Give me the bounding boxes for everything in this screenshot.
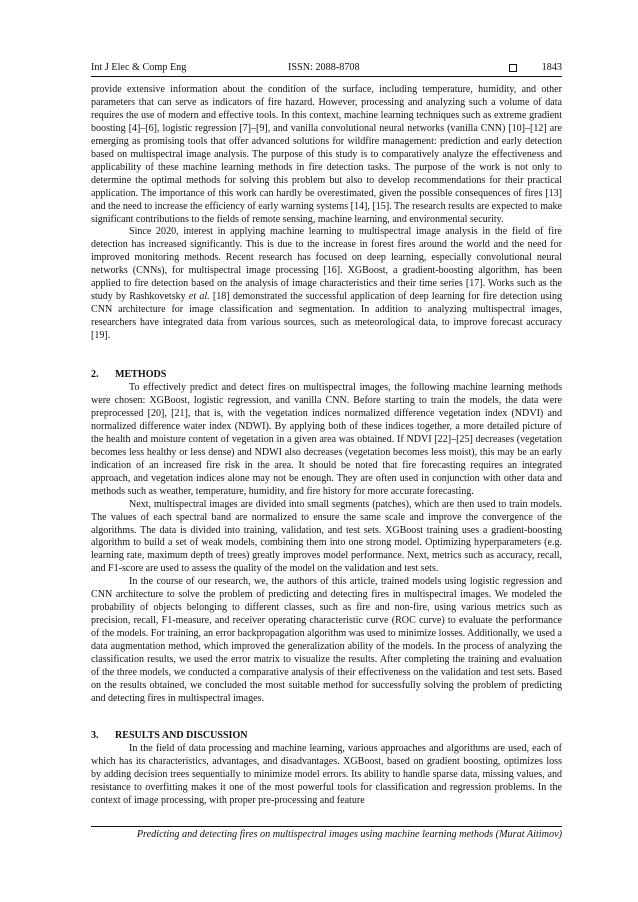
spacer — [91, 706, 562, 730]
section-2-heading — [91, 369, 562, 382]
methods-paragraph-2: Next, multispectral images are divided into small segments (patches), which are then used to train models. The values of each spectral band are normalized to ensure the same scale and improve the convergence of the algorithms. The data is divided into training, validation, and test sets. XGBoost training uses a gradient-boosting algorithm to build a set of weak models, combining them into one strong model. Optimizing hyperparameters (e.g. learning rate, maximum depth of trees) greatly improves model performance. Next, metrics such as accuracy, recall, and F1-score are used to assess the quality of the model on the validation and test sets. — [91, 498, 562, 575]
intro-p2-text-b: [18] demonstrated the successful application of deep learning for fire detection using CNN architecture for image classification and segmentation. In addition to analyzing multispectral images, researchers have integrated data from various sources, such as meteorological data, to improve forecast accuracy [19]. — [91, 291, 562, 342]
intro-p2-etal: et al. — [188, 291, 210, 303]
intro-p2-text-a: Since 2020, interest in applying machine learning to multispectral image analysis in the field of fire detection has increased significantly. This is due to the increase in forest fires around the world and the need for improved monitoring methods. Recent research has focused on deep learning, especially convolutional neural networks (CNNs), for multispectral image processing [16]. XGBoost, a gradient-boosting algorithm, has been applied to fire detection based on the analysis of image characteristics and their time series [17]. Works such as the study by Rashkovetsky — [91, 226, 562, 303]
issn: ISSN: 2088-8708 — [288, 62, 360, 73]
footer-rule — [91, 826, 562, 827]
header-rule — [91, 76, 562, 77]
checkbox-square-icon — [509, 64, 517, 72]
running-footer: Predicting and detecting fires on multispectral images using machine learning methods (Murat Aitimov) — [136, 829, 562, 840]
intro-paragraph-1: provide extensive information about the condition of the surface, including temperature, humidity, and other parameters that can serve as indicators of fire hazard. However, processing and analyzing such a volume of data requires the use of modern and effective tools. In this context, machine learning techniques such as extreme gradient boosting [4]–[6], logistic regression [7]–[9], and vanilla convolutional neural networks (vanilla CNN) [10]–[12] are emerging as promising tools that offer advanced solutions for wildfire management: prediction and early detection based on multispectral image analysis. The purpose of this study is to comparatively analyze the effectiveness and applicability of these machine learning methods in fire detection tasks. The purpose of the work is not only to determine the optimal methods for solving this problem but also to develop recommendations for their practical application. The importance of this work can hardly be overestimated, given the possible consequences of fires [13] and the need to increase the efficiency of early warning systems [14], [15]. The research results are expected to make significant contributions to the fields of remote sensing, machine learning, and environmental security. — [91, 84, 562, 225]
results-paragraph-1: In the field of data processing and machine learning, various approaches and algorithms are used, each of which has its characteristics, advantages, and disadvantages. XGBoost, based on gradient boosting, optimizes loss by adding decision trees sequentially to minimize model errors. Its ability to handle sparse data, missing values, and resistance to overfitting makes it one of the most powerful tools for classification and regression problems. In the context of image processing, with proper pre-processing and feature — [91, 742, 562, 806]
methods-paragraph-1: To effectively predict and detect fires on multispectral images, the following machine learning methods were chosen: XGBoost, logistic regression, and vanilla CNN. Before starting to train the models, the data were preprocessed [20], [21], that is, with the vegetation indices normalized difference vegetation index (NDVI) and normalized difference water index (NDWI). By applying both of these indices together, a more detailed picture of the health and moisture content of vegetation in a given area was obtained. If NDVI [22]–[25] decreases (vegetation becomes less healthy or less dense) and NDWI also decreases (vegetation becomes less moist), this may be an early indication of an increased fire risk in the area. It should be noted that fire forecasting requires an integrated approach, and vegetation indices alone may not be enough. They are often used in conjunction with other data and methods such as weather, temperature, humidity, and fire history for more accurate forecasting. — [91, 382, 562, 497]
spacer — [91, 343, 562, 369]
intro-paragraph-2 — [91, 226, 562, 343]
page-number: 1843 — [541, 62, 562, 73]
section-3-heading — [91, 730, 562, 743]
article-body — [91, 84, 562, 808]
journal-name: Int J Elec & Comp Eng — [91, 62, 187, 73]
section-2-title: METHODS — [115, 369, 167, 381]
methods-paragraph-3: In the course of our research, we, the authors of this article, trained models using logistic regression and CNN architecture to solve the problem of predicting and detecting fires in multispectral images. We modeled the probability of objects belonging to different classes, such as fire and non-fire, using various metrics such as precision, recall, F1-measure, and receiver operating characteristic curve (ROC curve) to evaluate the performance of the models. For training, an error backpropagation algorithm was used to minimize losses. Additionally, we used a data augmentation method, which improved the generalization ability of the models. In the process of analyzing the classification results, we used the error matrix to visualize the results. After completing the training and evaluation of the three models, we conducted a comparative analysis of their effectiveness on the validation and test sets. Based on the results obtained, we concluded the most suitable method for successfully solving the problem of predicting and detecting fires in multispectral images. — [91, 576, 562, 704]
section-2-number: 2. — [91, 369, 99, 381]
section-3-number: 3. — [91, 729, 99, 741]
section-3-title: RESULTS AND DISCUSSION — [115, 729, 248, 741]
